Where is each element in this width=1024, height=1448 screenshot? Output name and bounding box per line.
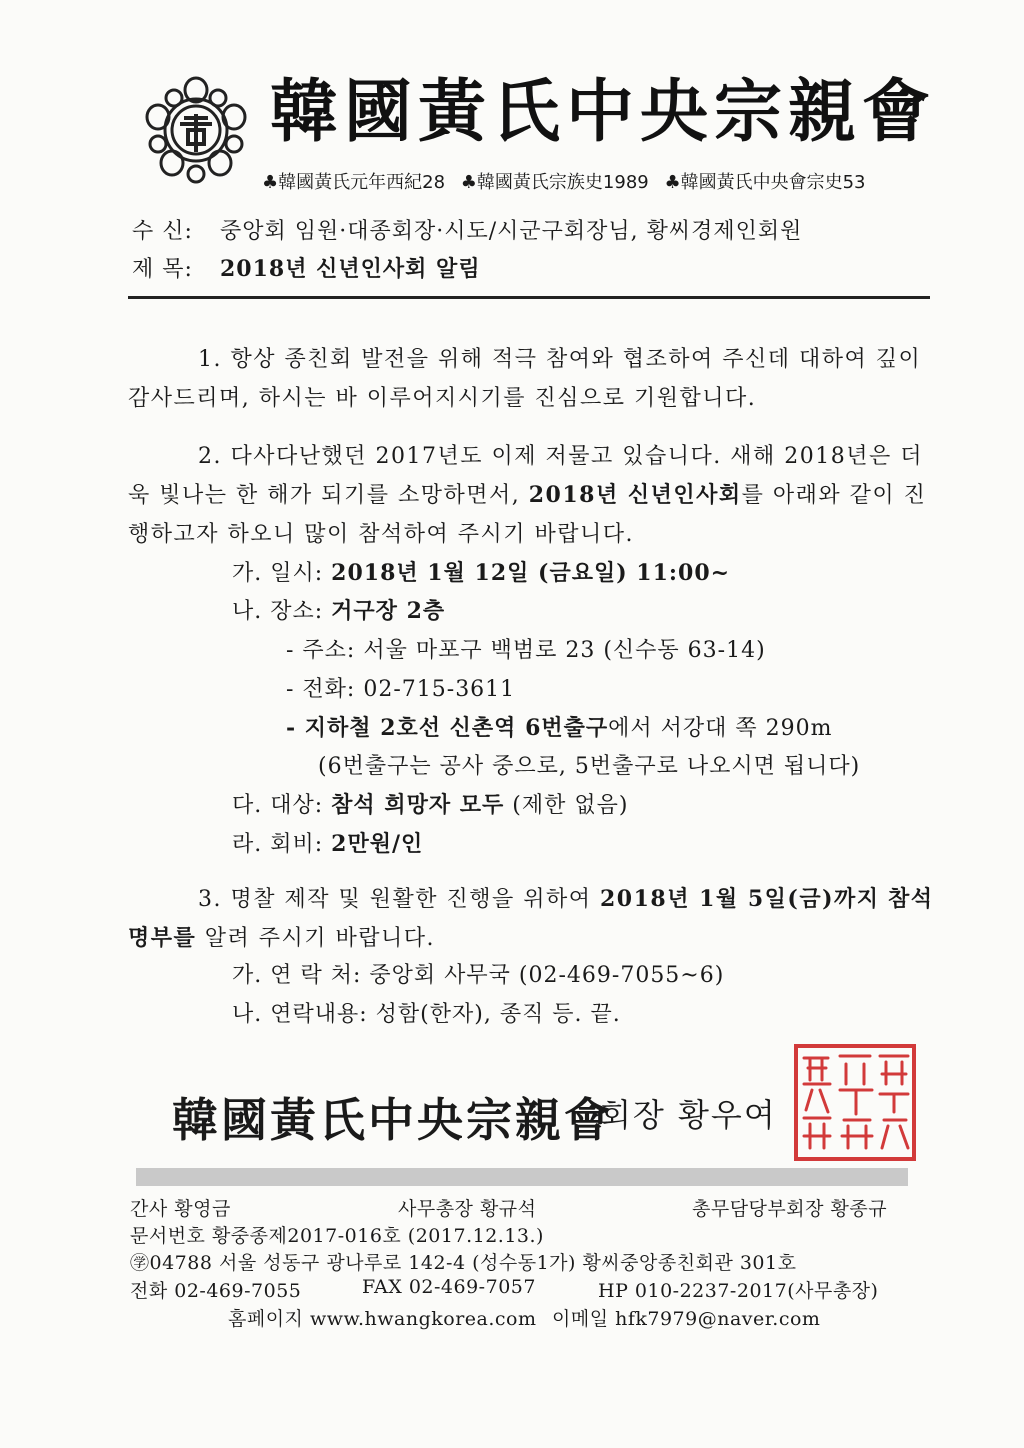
- paragraph-3-attendee-list: 참석 명부를: [128, 886, 934, 951]
- subject-value: 2018년 신년인사회 알림: [220, 256, 481, 282]
- recipient-label: 수 신:: [132, 219, 193, 244]
- recipient-value: 중앙회 임원·대종회장·시도/시군구회장님, 황씨경제인회원: [220, 219, 803, 244]
- venue-subway-note: (6번출구는 공사 중으로, 5번출구로 나오시면 됩니다): [318, 754, 861, 779]
- tagline-row: [262, 168, 876, 194]
- footer-staff-2: 사무총장 황규석: [398, 1198, 537, 1220]
- paragraph-3: [128, 880, 934, 958]
- item-datetime: [232, 556, 730, 587]
- item-target: [232, 788, 628, 819]
- paragraph-2-text-b: 를 아래와 같이 진행하고자 하오니 많이 참석하여 주시기 바랍니다.: [128, 483, 927, 547]
- footer-mobile: HP 010-2237-2017(사무총장): [598, 1280, 879, 1302]
- footer-address: ㊫04788 서울 성동구 광나루로 142-4 (성수동1가) 황씨중앙종친회관 301호: [130, 1252, 797, 1274]
- footer-phone: 전화 02-469-7055: [130, 1280, 302, 1302]
- paragraph-3-text-a: 3. 명찰 제작 및 원활한 진행을 위하여: [198, 887, 600, 912]
- paragraph-3-text-b: 알려 주시기 바랍니다.: [196, 926, 436, 951]
- subject-row: [132, 252, 481, 283]
- item-venue-label: 나. 장소:: [232, 599, 332, 624]
- footer-email[interactable]: 이메일 hfk7979@naver.com: [552, 1308, 821, 1330]
- tagline-founding: ♣韓國黃氏元年西紀28: [262, 172, 446, 193]
- header-divider: [128, 296, 930, 299]
- item-target-label: 다. 대상:: [232, 793, 332, 818]
- paragraph-2-event-name: 2018년 신년인사회: [528, 482, 742, 508]
- contact-info: 가. 연 락 처: 중앙회 사무국 (02-469-7055~6): [232, 963, 725, 988]
- footer-doc-number: 문서번호 황중종제2017-016호 (2017.12.13.): [130, 1225, 544, 1247]
- signature-person: 회장 황우여: [600, 1096, 777, 1134]
- paragraph-3-deadline: 2018년 1월 5일(금)까지: [599, 886, 880, 912]
- footer-divider-bar: [136, 1168, 908, 1186]
- item-target-note: (제한 없음): [504, 793, 629, 818]
- organization-emblem-icon: [136, 70, 256, 190]
- paragraph-2: [128, 437, 934, 554]
- item-fee-value: 2만원/인: [331, 831, 424, 857]
- paragraph-1: 1. 항상 종친회 발전을 위해 적극 참여와 협조하여 주신데 대하여 깊이 감사드리며, 하시는 바 이루어지시기를 진심으로 기원합니다.: [128, 347, 922, 411]
- item-venue-value: 거구장 2층: [331, 598, 446, 624]
- paragraph-2-text-a: 2. 다사다난했던 2017년도 이제 저물고 있습니다. 새해 2018년은 더욱 빛나는 한 해가 되기를 소망하면서,: [128, 444, 923, 508]
- item-fee-label: 라. 회비:: [232, 832, 332, 857]
- contact-details: 나. 연락내용: 성함(한자), 종직 등. 끝.: [232, 1002, 621, 1027]
- item-fee: [232, 827, 423, 858]
- organization-title: 韓國黃氏中央宗親會: [270, 72, 937, 152]
- venue-subway-station: - 지하철 2호선 신촌역 6번출구: [286, 715, 609, 741]
- venue-subway-direction: 에서 서강대 쪽 290m: [608, 716, 833, 741]
- item-target-value: 참석 희망자 모두: [331, 792, 505, 818]
- footer-staff-1: 간사 황영금: [130, 1198, 231, 1220]
- venue-subway: [286, 711, 833, 742]
- item-datetime-value: 2018년 1월 12일 (금요일) 11:00~: [331, 560, 731, 586]
- item-datetime-label: 가. 일시:: [232, 561, 332, 586]
- signature-organization: 韓國黃氏中央宗親會: [172, 1093, 613, 1147]
- tagline-clan-history: ♣韓國黃氏宗族史1989: [460, 172, 649, 193]
- official-seal: [790, 1040, 920, 1165]
- item-venue: [232, 594, 445, 625]
- footer-homepage[interactable]: 홈페이지 www.hwangkorea.com: [228, 1308, 537, 1330]
- subject-label: 제 목:: [132, 257, 193, 282]
- footer-fax: FAX 02-469-7057: [362, 1276, 536, 1298]
- tagline-central-history: ♣韓國黃氏中央會宗史53: [664, 172, 866, 193]
- recipient-row: [132, 214, 802, 245]
- venue-address: - 주소: 서울 마포구 백범로 23 (신수동 63-14): [286, 638, 766, 663]
- venue-phone: - 전화: 02-715-3611: [286, 677, 516, 702]
- footer-staff-3: 총무담당부회장 황종규: [692, 1198, 888, 1220]
